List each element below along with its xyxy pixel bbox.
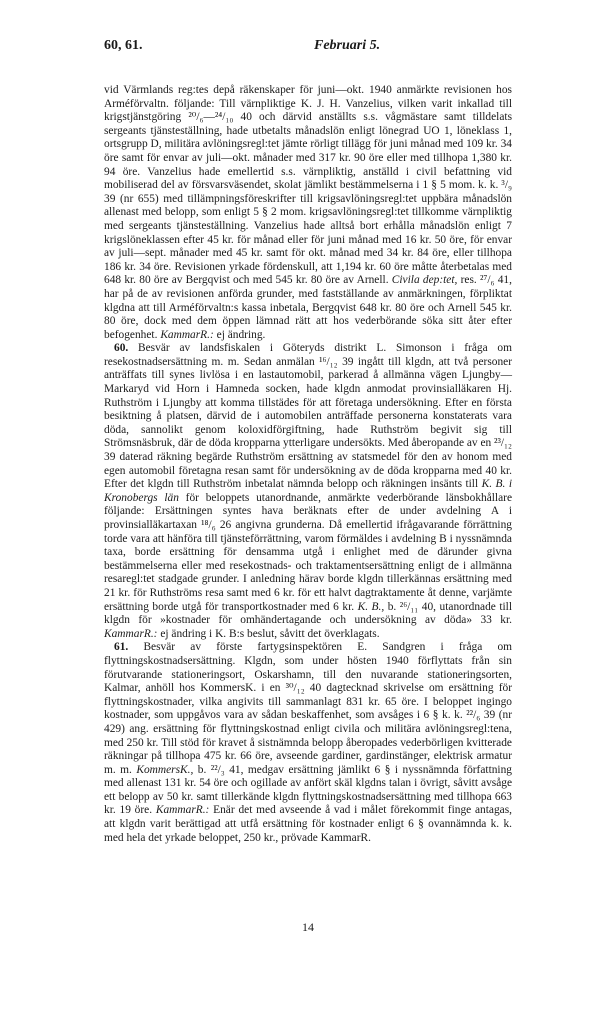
paragraph-60 [104,342,512,641]
italic-term: KommersK., [136,763,194,776]
italic-term: K. B. i Kronobergs län [104,478,512,504]
body-text [104,84,512,845]
text-run: ej ändring. [216,328,266,341]
text-run: vid Värmlands reg:tes depå räkenskaper för juni—okt. 1940 anmärkte revisionen hos Arméförvaltn. följande: Till värnpliktige K. J. H. Vanzelius, vilken varit inkallad till krigstjänstgöring ²⁰/₆—²⁴/₁₀ 40 och därvid anställts s.s. vågmästare samt tilldelats sergeants tjänsteställning, hade utbetalts månadslön enligt lönegrad UO 1, löneklass 1, ortsgrupp D, militära avlöningsregl:tet jämte rörligt tillägg för juni månad med 109 kr. 34 öre samt för envar av juli—okt. månader med 317 kr. 90 öre eller med tillhopa 1,380 kr. 94 öre. Vanzelius hade emellertid s.s. värnpliktig, anställd i civil befattning vid mobiliserad del av försvarsväsendet, skolat jämlikt bestämmelserna i 1 § 5 mom. k. k. ³/₉ 39 (nr 655) med tillämpningsföreskrifter till krigsavlöningsregl:tet uppbära månadslön allenast med belopp, som enligt 5 § 2 mom. krigsavlöningsregl:tet tillkomme värnpliktig med sergeants tjänsteställning. Vanzelius hade alltså bort erhålla månadslön enligt 7 krigslöneklassen efter 45 kr. för månad eller för juni månad med 16 kr. 50 öre, för envar av juli—sept. månader med 45 kr. samt för okt. månad med 34 kr. 84 öre, eller tillhopa 186 kr. 34 öre. Revisionen yrkade fördenskull, att 1,194 kr. 60 öre måtte återbetalas med 648 kr. 80 öre av Bergqvist och med 545 kr. 80 öre av Arnell. [104,84,512,287]
section-number-60: 60. [114,342,129,355]
text-run: ej ändring i K. B:s beslut, såvitt det överklagats. [160,627,380,640]
page-header [104,38,514,58]
text-run: för beloppets utanordnande, anmärkte vederbörande länsbokhållare följande: Ersättningen syntes hava beräknats efter de under avdelning A i provinsialläkartaxan ¹⁸/₆ 26 angivna grunderna. Då emellertid ifrågavarande förrättning torde vara att hänföra till tjänsteförrättning, varom förmäldes i avdelning B i nyssnämnda taxa, borde ersättning för densamma utgå i enlighet med de därunder givna bestämmelserna eller med resekostnads- och traktamentsersättning enligt de i allmänna resaregl:tet stadgade grunder. I anledning härav borde klgdn tillerkännas ersättning med 21 kr. för Ruthströms resa samt med 6 kr. för ett halvt dagtraktamente åt denne, varjämte ersättning borde utgå för transportkostnader med 6 kr. [104,491,512,613]
italic-term: KammarR.: [155,804,210,817]
text-run: Besvär av förste fartygsinspektören E. Sandgren i fråga om flyttningskostnadsersättning. Klgdn, som under hösten 1940 förflyttats från sin förutvarande stationeringsort, Oskarshamn, till den nuvarande stationeringsorten, Kalmar, anhöll hos KommersK. i en ³⁰/₁₂ 40 dagtecknad skrivelse om ersättning för flyttningskostnader, vilka angivits till sammanlagt 831 kr. 65 öre. I beloppet ingingo kostnader, som uppgåvos vara av sådan beskaffenhet, som avsåges i 6 § k. k. ²²/₆ 39 (nr 429) ang. ersättning för flyttningskostnad enligt civila och militära avlöningsregl:tena, med 250 kr. Till stöd för kravet å sistnämnda belopp åberopades vederbörligen kvitterade räkningar på tillhopa 475 kr. 66 öre, avseende gardiner, gardinstänger, elektrisk armatur m. m. [104,641,512,776]
header-date: Februari 5. [314,38,381,53]
text-run: Enär det med avseende å vad i målet förekommit finge antagas, att klgdn varit berättigad att utfå ersättning för kostnader enligt 6 § ovannämnda k. k. med hela det yrkade beloppet, 250 kr., prövade KammarR. [104,804,512,844]
italic-term: K. B., [357,600,385,613]
text-run: res. ²⁷/₆ 41, har på de av revisionen anförda grunder, med fastställande av anmärkningen, förpliktat klgdna att till Arméförvaltn:s kassa inbetala, Bergqvist 648 kr. 80 öre och Arnell 545 kr. 80 öre, dock med dem öppen lämnad rätt att hos vederbörande söka sitt åter efter befogenhet. [104,274,512,341]
text-run: Besvär av landsfiskalen i Göteryds distrikt L. Simonson i fråga om resekostnadsersättning m. m. Sedan anmälan ¹⁶/₁₂ 39 ingått till klgdn, att två personer anträffats till synes livlösa i en lastautomobil, parkerad å allmänna vägen Ljungby—Markaryd vid Horn i Hamneda socken, hade klgdn anmodat provinsialläkaren Hj. Ruthström i Ljungby att komma tillstädes för att företaga undersökning. Efter en första besiktning å platsen, därvid de i automobilen anträffade personerna konstaterats vara döda, sannolikt genom koloxidförgiftning, hade Ruthström begivit sig till Strömsnäsbruk, där de döda kropparna ytterligare undersökts. Med åberopande av en ²³/₁₂ 39 daterad räkning begärde Ruthström ersättning av statsmedel för den av honom med egen automobil företagna resan samt för undersökning av de döda kropparna med 40 kr. Efter det klgdn till Ruthström inbetalat nämnda belopp och räkningen insänts till [104,342,512,491]
page-number: 14 [302,920,314,934]
header-section-numbers: 60, 61. [104,38,143,53]
italic-term: KammarR.: [104,627,158,640]
italic-term: KammarR.: [160,328,214,341]
italic-term: Civila dep:tet, [391,274,458,287]
section-number-61: 61. [114,641,129,654]
paragraph-59-continuation [104,84,512,342]
text-run: b. ²⁶/₁₁ 40, utanordnade till klgdn för »kostnader för omhändertagande och undersökning av döda» 33 kr. [104,600,512,627]
paragraph-61 [104,641,512,845]
text-run: b. ²²/₃ 41, medgav ersättning jämlikt 6 § i nyssnämnda författning med allenast 131 kr. 54 öre och ogillade av anfört skäl klgdns talan i övrigt, såvitt avsåge ett belopp av 50 kr. samt tillerkände klgdn flyttningskostnadsersättning med tillhopa 663 kr. 19 öre. [104,763,512,817]
